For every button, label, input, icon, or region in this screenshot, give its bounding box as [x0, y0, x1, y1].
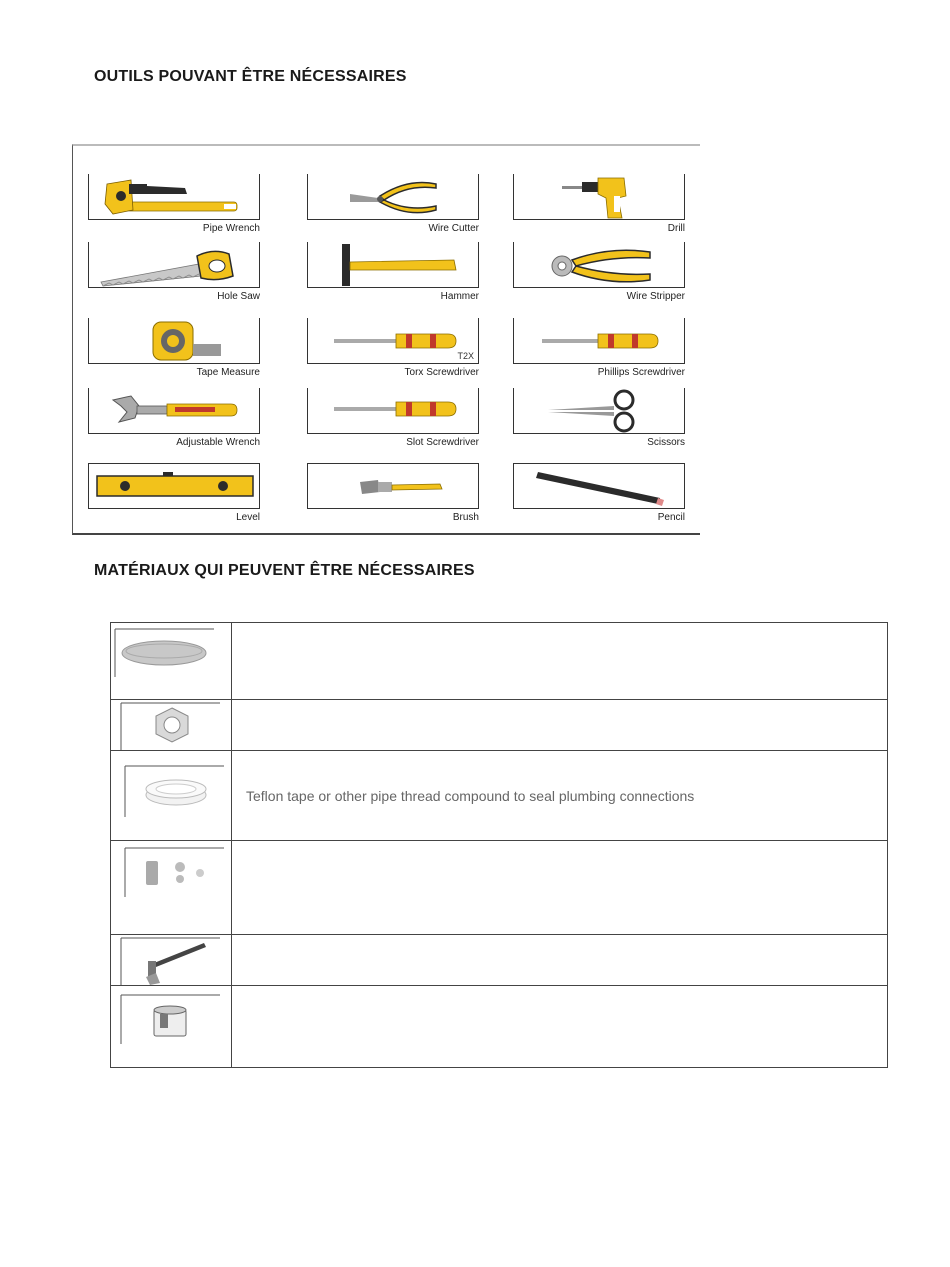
slot-screwdriver-icon: [308, 388, 480, 434]
tool-label: Pipe Wrench: [202, 223, 260, 234]
material-description: [232, 935, 888, 986]
table-row: [111, 986, 888, 1068]
material-description: Teflon tape or other pipe thread compound to seal plumbing connections: [232, 751, 888, 841]
material-description: [232, 700, 888, 751]
tool-label: Phillips Screwdriver: [597, 367, 685, 378]
table-row: [111, 751, 888, 841]
material-image-cell: [111, 986, 232, 1068]
adjustable-wrench-icon: [89, 388, 261, 434]
tool-label: Wire Stripper: [626, 291, 685, 302]
material-description: [232, 986, 888, 1068]
material-image-cell: [111, 700, 232, 751]
torx-screwdriver-icon: [308, 318, 480, 364]
tool-label: Pencil: [657, 512, 685, 523]
material-image-cell: [111, 935, 232, 986]
tool-label: Drill: [667, 223, 685, 234]
tools-panel: [72, 144, 700, 535]
material-description: [232, 841, 888, 935]
pencil-icon: [514, 464, 686, 510]
tool-label: Adjustable Wrench: [176, 437, 260, 448]
tool-label: Tape Measure: [196, 367, 260, 378]
tool-label: Torx Screwdriver: [404, 367, 479, 378]
material-image-cell: [111, 623, 232, 700]
material-description: [232, 623, 888, 700]
tool-label: Hammer: [440, 291, 479, 302]
table-row: [111, 841, 888, 935]
tools-heading: OUTILS POUVANT ÊTRE NÉCESSAIRES: [94, 68, 407, 85]
table-row: [111, 700, 888, 751]
wire-cutter-icon: [308, 174, 480, 220]
scissors-icon: [514, 388, 686, 434]
level-icon: [89, 464, 261, 510]
phillips-screwdriver-icon: [514, 318, 686, 364]
table-row: [111, 623, 888, 700]
hole-saw-icon: [89, 242, 261, 288]
pipe-wrench-icon: [89, 174, 261, 220]
tool-label: Wire Cutter: [428, 223, 479, 234]
materials-table: [110, 622, 888, 1068]
tool-label: Slot Screwdriver: [406, 437, 479, 448]
materials-heading: MATÉRIAUX QUI PEUVENT ÊTRE NÉCESSAIRES: [94, 562, 475, 579]
brush-icon: [308, 464, 480, 510]
wire-stripper-icon: [514, 242, 686, 288]
tool-label: Level: [236, 512, 260, 523]
tape-measure-icon: [89, 318, 261, 364]
material-image-cell: [111, 751, 232, 841]
tool-label: Brush: [452, 512, 479, 523]
torx-size-tag: T2X: [457, 351, 474, 361]
table-row: [111, 935, 888, 986]
tool-label: Scissors: [647, 437, 685, 448]
tool-label: Hole Saw: [217, 291, 260, 302]
material-image-cell: [111, 841, 232, 935]
hammer-icon: [308, 242, 480, 288]
drill-icon: [514, 174, 686, 220]
